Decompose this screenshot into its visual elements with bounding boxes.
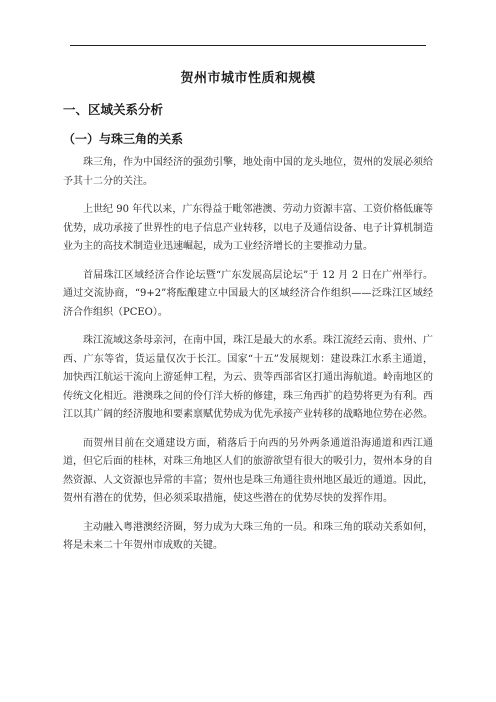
paragraph: 而贺州目前在交通建设方面，稍落后于向西的另外两条通道沿海通道和西江通道，但它后面的桂林，对珠三角地区人们的旅游欲望有很大的吸引力，贺州本身的自然资源、人文资源也异常的丰富；贺州也是珠三角通往贵州地区最近的通道。因此，贺州有潜在的优势，但必须采取措施，使这些潜在的优势尽快的发挥作用。 — [63, 437, 433, 504]
subsection-heading: （一）与珠三角的关系 — [63, 132, 184, 146]
header-rule — [70, 45, 426, 46]
body-text — [63, 154, 433, 566]
document-title: 贺州市城市性质和规模 — [180, 71, 316, 86]
paragraph: 珠三角，作为中国经济的强劲引擎，地处南中国的龙头地位，贺州的发展必须给予其十二分的关注。 — [63, 157, 433, 187]
paragraph: 首届珠江区域经济合作论坛暨“广东发展高层论坛”于 12 月 2 日在广州举行。通过交流协商，“9+2”将酝酿建立中国最大的区域经济合作组织——泛珠江区域经济合作组织（PCEO）。 — [63, 269, 433, 318]
paragraph: 上世纪 90 年代以来，广东得益于毗邻港澳、劳动力资源丰富、工资价格低廉等优势，成功承接了世界性的电子信息产业转移，以电子及通信设备、电子计算机制造业为主的高技术制造业迅速崛起，成为工业经济增长的主要推动力量。 — [63, 204, 433, 252]
paragraph: 主动融入粤港澳经济圈，努力成为大珠三角的一员。和珠三角的联动关系如何，将是未来二十年贺州市成败的关键。 — [63, 521, 433, 551]
section-heading: 一、区域关系分析 — [63, 102, 164, 117]
paragraph: 珠江流域这条母亲河，在南中国，珠江是最大的水系。珠江流经云南、贵州、广西、广东等省，货运量仅次于长江。国家“十五”发展规划：建设珠江水系主通道，加快西江航运干流向上游延伸工程，为云、贵等西部省区打通出海航道。岭南地区的传统文化相近。港澳珠之间的伶仃洋大桥的修建，珠三角西扩的趋势将更为有利。西江以其广阔的经济腹地和要素禀赋优势成为优先承接产业转移的战略地位势在必然。 — [63, 335, 433, 420]
